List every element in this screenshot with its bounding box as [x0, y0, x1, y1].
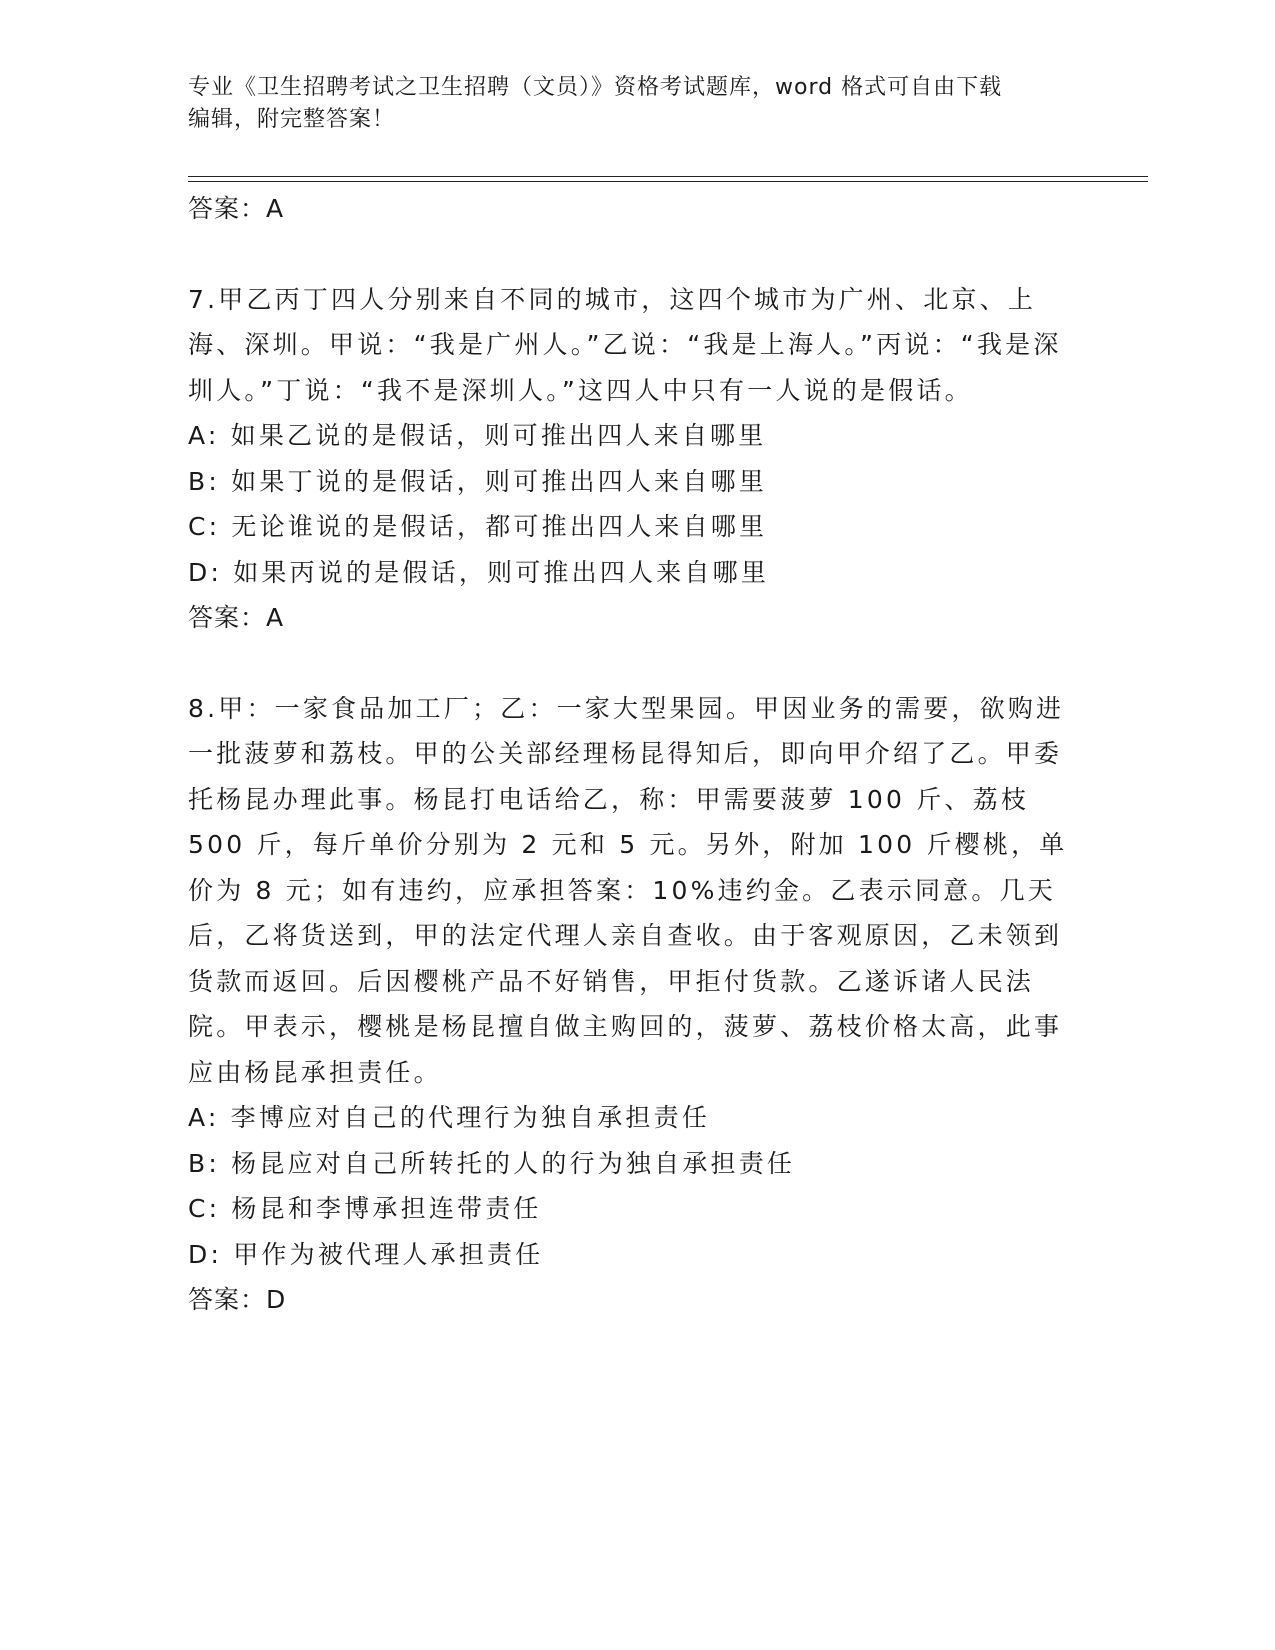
question-7-option-c: C: 无论谁说的是假话，都可推出四人来自哪里	[188, 512, 768, 541]
question-8-option-b: B: 杨昆应对自己所转托的人的行为独自承担责任	[188, 1148, 796, 1178]
header-divider-top	[188, 176, 1148, 177]
question-8-stem: 8.甲：一家食品加工厂；乙：一家大型果园。甲因业务的需要，欲购进一批菠萝和荔枝。甲的公关部经理杨昆得知后，即向甲介绍了乙。甲委托杨昆办理此事。杨昆打电话给乙，称：甲需要菠萝 100 斤、荔枝 500 斤，每斤单价分别为 2 元和 5 元。另外，附加 100 斤樱桃，单价为 8 元；如有违约，应承担答案：10%违约金。乙表示同意。几天后，乙将货送到，甲的法定代理人亲自查收。由于客观原因，乙未领到货款而返回。后因樱桃产品不好销售，甲拒付货款。乙遂诉诸人民法院。甲表示，樱桃是杨昆擅自做主购回的，菠萝、荔枝价格太高，此事应由杨昆承担责任。	[188, 693, 1068, 1087]
spacer	[188, 641, 1078, 686]
question-8-answer: 答案：D	[188, 1285, 287, 1314]
question-7-option-a: A: 如果乙说的是假话，则可推出四人来自哪里	[188, 421, 767, 450]
question-7-answer: 答案：A	[188, 603, 285, 632]
document-header	[188, 72, 1088, 136]
question-8-option-c: C: 杨昆和李博承担连带责任	[188, 1194, 542, 1223]
spacer	[188, 232, 1078, 277]
question-7-stem: 7.甲乙丙丁四人分别来自不同的城市，这四个城市为广州、北京、上海、深圳。甲说：“我是广州人。”乙说：“我是上海人。”丙说：“我是深圳人。”丁说：“我不是深圳人。”这四人中只有一人说的是假话。	[188, 284, 1062, 405]
question-7	[188, 277, 1078, 641]
question-7-option-b: B: 如果丁说的是假话，则可推出四人来自哪里	[188, 466, 767, 496]
question-7-option-d: D: 如果丙说的是假话，则可推出四人来自哪里	[188, 557, 770, 587]
header-line-1: 专业《卫生招聘考试之卫生招聘（文员）》资格考试题库，word 格式可自由下载	[188, 75, 1003, 100]
header-divider-bottom	[188, 181, 1148, 182]
header-line-2: 编辑，附完整答案！	[188, 107, 396, 132]
question-8	[188, 686, 1078, 1323]
answer-previous-question: 答案：A	[188, 194, 285, 223]
question-8-option-d: D: 甲作为被代理人承担责任	[188, 1239, 544, 1269]
document-body	[188, 186, 1078, 1323]
question-8-option-a: A: 李博应对自己的代理行为独自承担责任	[188, 1103, 711, 1132]
